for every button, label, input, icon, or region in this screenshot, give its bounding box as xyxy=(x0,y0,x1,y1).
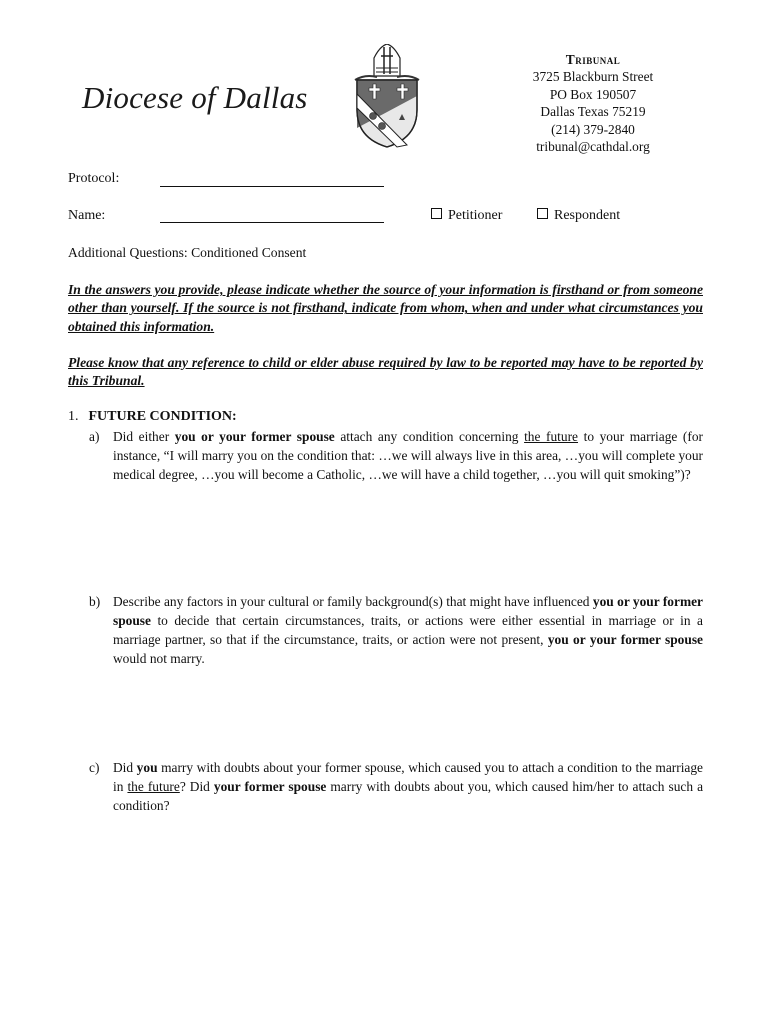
address-phone: (214) 379-2840 xyxy=(551,121,635,137)
petitioner-label: Petitioner xyxy=(448,208,503,223)
question-text xyxy=(113,593,703,669)
question-letter: b) xyxy=(89,594,101,609)
address-email: tribunal@cathdal.org xyxy=(536,139,650,155)
emphasis-text: you or your former spouse xyxy=(113,594,703,628)
question-text-run: attach any condition concerning xyxy=(334,429,525,444)
section-heading xyxy=(68,409,237,425)
question-text xyxy=(113,428,703,485)
question-text-run: ? Did xyxy=(179,778,214,794)
emphasis-text: you or your former spouse xyxy=(547,631,703,647)
question-text-run: Describe any factors in your cultural or family background(s) that might have influenced xyxy=(113,594,593,609)
name-field[interactable] xyxy=(160,221,384,223)
protocol-field[interactable] xyxy=(160,185,384,187)
question-letter: c) xyxy=(89,760,100,775)
address-po-box: PO Box 190507 xyxy=(549,86,637,102)
question-text-run: would not marry. xyxy=(113,650,205,666)
abuse-reporting-notice: Please know that any reference to child or elder abuse required by law to be reported may have to be reported by this Tribunal. xyxy=(68,355,703,389)
question-text xyxy=(113,759,703,816)
question-text-run: marry with doubts about your former spouse, which caused you to attach a condition to the marriage in xyxy=(113,760,703,794)
question-b xyxy=(89,593,703,669)
question-text-run: marry with doubts about you, which caused him/her to attach such a condition? xyxy=(113,778,704,813)
petitioner-checkbox[interactable] xyxy=(431,208,502,224)
additional-questions-heading: Additional Questions: Conditioned Consent xyxy=(68,245,307,260)
question-text-run: Did either xyxy=(113,429,175,444)
address-street: 3725 Blackburn Street xyxy=(532,69,654,85)
section-title: FUTURE CONDITION: xyxy=(88,409,237,424)
question-text-run: Did xyxy=(113,760,137,775)
respondent-label: Respondent xyxy=(554,208,621,223)
emphasis-text: your former spouse xyxy=(213,778,327,794)
source-notice: In the answers you provide, please indicate whether the source of your information is firsthand or from someone other than yourself. If the source is not firsthand, indicate from whom, when and under what circumstances you obtained this information. xyxy=(68,282,703,334)
question-text-run: to decide that certain circumstances, traits, or actions were either essential in marriage or in a marriage partner, so that if the circumstance, traits, or action were not present, xyxy=(113,612,703,647)
respondent-checkbox[interactable] xyxy=(537,208,620,224)
protocol-label: Protocol: xyxy=(68,171,120,186)
section-number: 1. xyxy=(68,409,79,424)
checkbox-square-icon xyxy=(431,208,442,219)
underlined-text: the future xyxy=(524,429,579,444)
question-c xyxy=(89,759,703,816)
checkbox-square-icon xyxy=(537,208,548,219)
address-city: Dallas Texas 75219 xyxy=(540,104,646,120)
diocese-crest-icon xyxy=(347,44,427,148)
question-a xyxy=(89,428,703,485)
emphasis-text: you xyxy=(136,760,158,775)
tribunal-address-block xyxy=(500,51,686,155)
question-letter: a) xyxy=(89,429,100,444)
underlined-text: the future xyxy=(127,778,180,794)
emphasis-text: you or your former spouse xyxy=(174,429,335,444)
name-label: Name: xyxy=(68,208,106,223)
diocese-title: Diocese of Dallas xyxy=(82,80,308,115)
tribunal-title: Tribunal xyxy=(565,52,621,67)
question-text-run: to your marriage (for instance, “I will marry you on the condition that: …we will always live in this area, …you will complete your medical degree, …you will become a Catholic, …we will have a child together, …you will quit smoking”)? xyxy=(113,429,703,482)
